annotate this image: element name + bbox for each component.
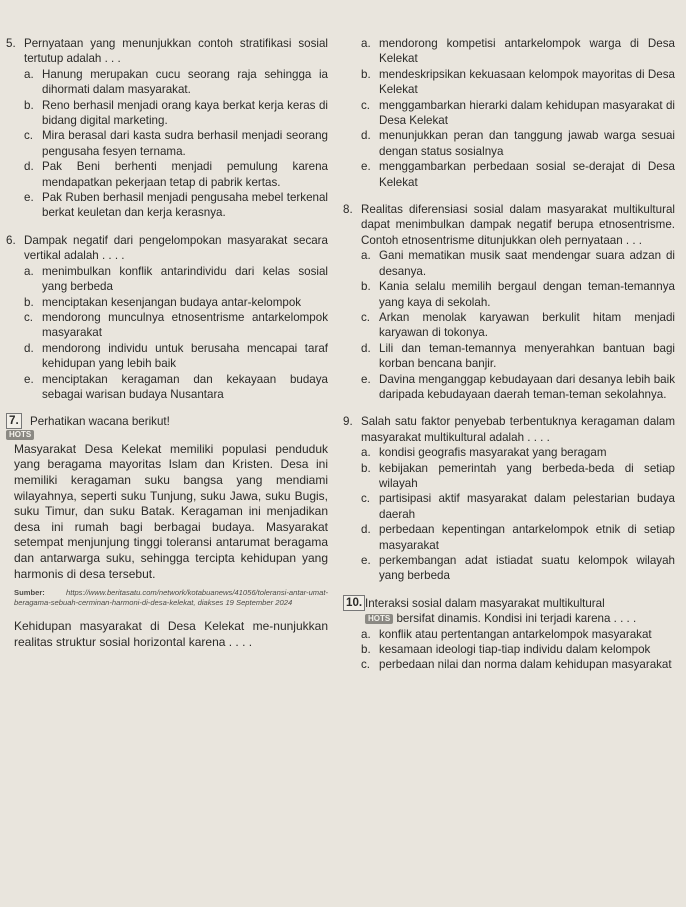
option-letter: b. xyxy=(24,98,34,112)
option-text: menimbulkan konflik antarindividu dari kelas sosial yang berbeda xyxy=(42,264,328,294)
question-stem: Dampak negatif dari pengelompokan masyarakat secara vertikal adalah . . . . xyxy=(24,233,328,263)
option-text: menggambarkan perbedaan sosial se-derajat di Desa Kelekat xyxy=(379,160,675,189)
question-stem-rest-text: bersifat dinamis. Kondisi ini terjadi karena . . . . xyxy=(396,612,637,626)
option-letter: b. xyxy=(361,280,371,294)
option-8c xyxy=(343,310,675,341)
option-10c xyxy=(343,657,675,672)
option-text: Reno berhasil menjadi orang kaya berkat kerja keras di bidang digital marketing. xyxy=(42,98,328,128)
option-text: perkembangan adat istiadat suatu kelompok wilayah yang berbeda xyxy=(379,554,675,583)
option-letter: c. xyxy=(361,310,371,324)
option-7c xyxy=(343,98,675,129)
option-9d xyxy=(343,522,675,553)
option-9b xyxy=(343,461,675,492)
question-8 xyxy=(343,202,675,248)
option-10a xyxy=(343,627,675,642)
option-letter: c. xyxy=(24,129,34,143)
source-text: https://www.beritasatu.com/network/kotabuanews/41056/toleransi-antar-umat-beragama-sebuah-cerminan-harmoni-di-desa-kelekat, diakses 19 September 2024 xyxy=(14,588,328,607)
option-9c xyxy=(343,491,675,522)
question-number: 6. xyxy=(6,233,16,247)
question-7-prompt: Kehidupan masyarakat di Desa Kelekat me-nunjukkan realitas struktur sosial horizontal karena . . . . xyxy=(14,619,328,649)
hots-badge: HOTS xyxy=(365,614,393,624)
option-9a xyxy=(343,445,675,460)
option-letter: d. xyxy=(24,341,34,355)
option-letter: e. xyxy=(24,191,34,205)
option-letter: d. xyxy=(24,160,34,174)
option-letter: c. xyxy=(361,98,371,112)
reading-passage xyxy=(6,442,328,608)
question-number: 10. xyxy=(343,595,365,611)
option-7b xyxy=(343,67,675,98)
option-5b xyxy=(6,98,328,129)
question-stem-rest xyxy=(365,611,675,626)
hots-badge: HOTS xyxy=(6,430,34,440)
option-7e xyxy=(343,159,675,190)
option-letter: d. xyxy=(361,523,371,537)
question-stem: Salah satu faktor penyebab terbentuknya keragaman dalam masyarakat multikultural adalah . . . . xyxy=(361,415,675,444)
option-letter: b. xyxy=(361,67,371,81)
option-text: kebijakan pemerintah yang berbeda-beda di setiap wilayah xyxy=(379,461,675,490)
right-column xyxy=(343,36,675,673)
option-text: Kania selalu memilih bergaul dengan teman-temannya yang kaya di sekolah. xyxy=(379,280,675,309)
option-letter: d. xyxy=(361,129,371,143)
option-letter: c. xyxy=(361,658,371,672)
option-8d xyxy=(343,341,675,372)
option-9e xyxy=(343,553,675,584)
option-6c xyxy=(6,310,328,341)
option-letter: a. xyxy=(361,37,371,50)
option-letter: b. xyxy=(361,461,371,475)
option-text: perbedaan kepentingan antarkelompok etnik di setiap masyarakat xyxy=(379,523,675,552)
option-7a xyxy=(343,36,675,67)
question-number: 9. xyxy=(343,415,353,429)
option-8e xyxy=(343,372,675,403)
option-text: kesamaan ideologi tiap-tiap individu dalam kelompok xyxy=(379,643,651,657)
question-number: 5. xyxy=(6,37,16,50)
option-text: Hanung merupakan cucu seorang raja sehingga ia dihormati dalam masyarakat. xyxy=(42,67,328,97)
option-text: menunjukkan peran dan tanggung jawab warga sesuai dengan status sosialnya xyxy=(379,129,675,158)
option-text: Lili dan teman-temannya menyerahkan bantuan bagi korban bencana banjir. xyxy=(379,341,675,371)
option-5d xyxy=(6,159,328,190)
option-5a xyxy=(6,67,328,98)
option-letter: d. xyxy=(361,341,371,355)
option-letter: a. xyxy=(361,446,371,460)
question-6 xyxy=(6,233,328,264)
question-stem: Perhatikan wacana berikut! xyxy=(30,415,170,429)
left-column xyxy=(6,36,328,650)
question-number: 8. xyxy=(343,203,353,217)
option-6b xyxy=(6,295,328,310)
option-6d xyxy=(6,341,328,372)
option-5e xyxy=(6,190,328,221)
option-8a xyxy=(343,248,675,279)
option-8b xyxy=(343,279,675,310)
option-text: mendorong munculnya etnosentrisme antarkelompok masyarakat xyxy=(42,310,328,340)
option-text: Gani mematikan musik saat mendengar suara adzan di desanya. xyxy=(379,249,675,278)
option-5c xyxy=(6,128,328,159)
option-letter: a. xyxy=(361,249,371,263)
option-letter: b. xyxy=(361,643,371,657)
option-text: perbedaan nilai dan norma dalam kehidupan masyarakat xyxy=(379,658,672,672)
passage-text: Masyarakat Desa Kelekat memiliki populasi penduduk yang beragama mayoritas Islam dan Kristen. Desa ini memiliki keragaman suku bangsa yang mendiami wilayahnya, seperti suku Tunjung, suku Jawa, suku Bugis, suku Timur, dan suku Batak. Keragaman ini menjadikan desa ini rumah bagi berbagai budaya. Masyarakat setempat menjunjung tinggi toleransi antarumat beragama dan antarwarga suku, sehingga tercipta kehidupan yang harmonis di desa tersebut. xyxy=(14,441,328,581)
passage-source xyxy=(14,588,328,607)
option-text: Pak Beni berhenti menjadi pemulung karena mendapatkan pekerjaan tetap di pabrik kertas. xyxy=(42,160,328,189)
option-letter: c. xyxy=(24,310,34,324)
question-stem-first: Interaksi sosial dalam masyarakat multikultural xyxy=(365,596,605,610)
option-letter: a. xyxy=(361,627,371,641)
option-text: menciptakan kesenjangan budaya antar-kelompok xyxy=(42,295,302,309)
option-letter: a. xyxy=(24,67,34,81)
option-text: mendorong individu untuk berusaha mencapai taraf kehidupan yang lebih baik xyxy=(42,341,328,371)
option-text: Davina menganggap kebudayaan dari desanya lebih baik daripada kebudayaan daerah teman-teman sekolahnya. xyxy=(379,372,675,401)
question-stem: Realitas diferensiasi sosial dalam masyarakat multikultural dapat menimbulkan dampak negatif berupa etnosentrisme. Contoh etnosentrisme ditunjukkan oleh pernyataan . . . xyxy=(361,203,675,247)
question-9 xyxy=(343,414,675,445)
option-text: konflik atau pertentangan antarkelompok masyarakat xyxy=(379,627,652,641)
option-text: kondisi geografis masyarakat yang beragam xyxy=(379,446,607,460)
option-text: Mira berasal dari kasta sudra berhasil menjadi seorang pengusaha fesyen ternama. xyxy=(42,129,328,158)
option-10b xyxy=(343,642,675,657)
option-letter: c. xyxy=(361,492,371,506)
option-letter: e. xyxy=(361,160,371,174)
option-6a xyxy=(6,264,328,295)
option-text: menggambarkan hierarki dalam kehidupan masyarakat di Desa Kelekat xyxy=(379,98,675,128)
question-5 xyxy=(6,36,328,67)
option-letter: a. xyxy=(24,264,34,278)
option-7d xyxy=(343,128,675,159)
option-text: mendeskripsikan kekuasaan kelompok mayoritas di Desa Kelekat xyxy=(379,67,675,97)
option-text: menciptakan keragaman dan kekayaan budaya sebagai warisan budaya Nusantara xyxy=(42,372,328,401)
question-number: 7. xyxy=(6,413,22,429)
question-7 xyxy=(6,414,328,440)
question-stem: Pernyataan yang menunjukkan contoh stratifikasi sosial tertutup adalah . . . xyxy=(24,37,328,66)
option-text: partisipasi aktif masyarakat dalam pelestarian budaya daerah xyxy=(379,492,675,521)
option-6e xyxy=(6,372,328,403)
option-text: Arkan menolak karyawan berkulit hitam menjadi karyawan di tokonya. xyxy=(379,310,675,340)
question-10 xyxy=(343,596,675,627)
option-text: Pak Ruben berhasil menjadi pengusaha mebel terkenal berkat keuletan dan kerja kerasnya. xyxy=(42,191,328,220)
option-letter: e. xyxy=(361,372,371,386)
option-text: mendorong kompetisi antarkelompok warga di Desa Kelekat xyxy=(379,37,675,66)
option-letter: b. xyxy=(24,295,34,309)
option-letter: e. xyxy=(361,554,371,567)
source-label: Sumber: xyxy=(14,588,45,598)
option-letter: e. xyxy=(24,372,34,386)
